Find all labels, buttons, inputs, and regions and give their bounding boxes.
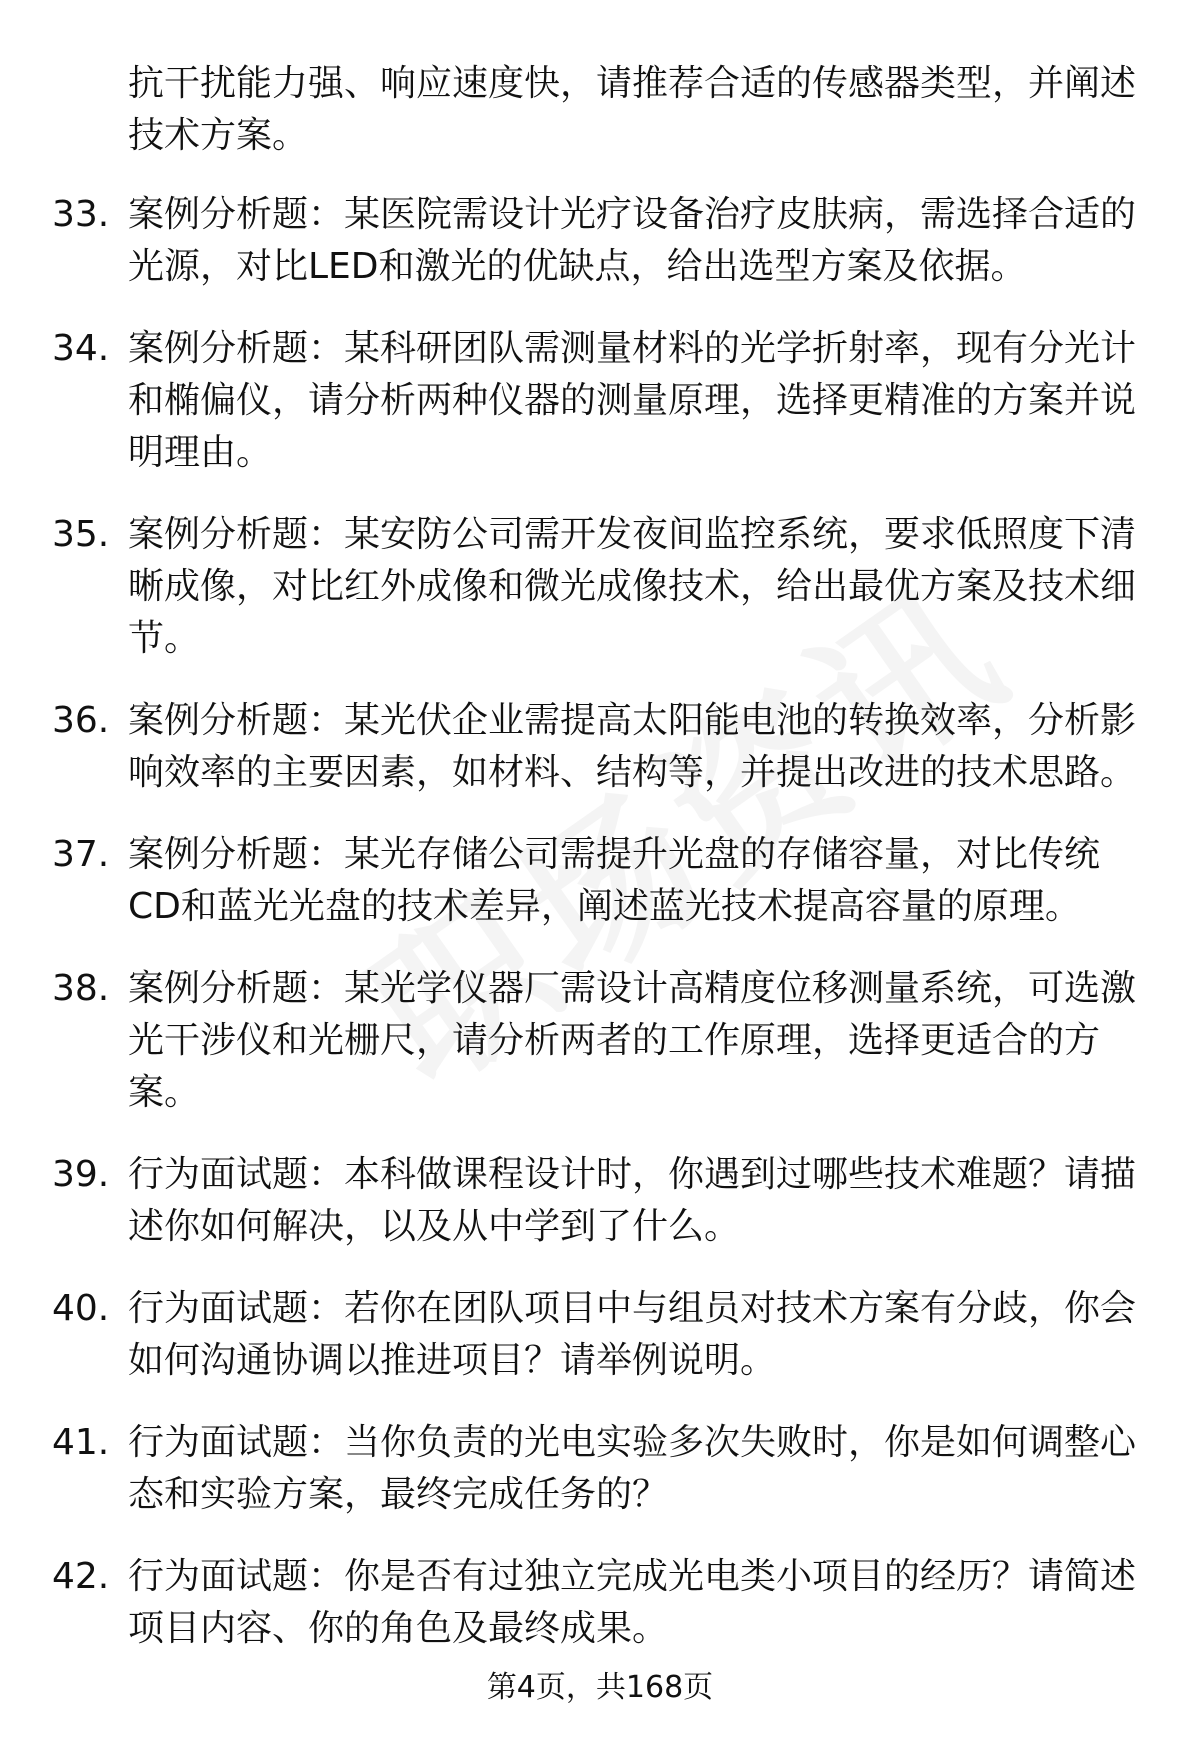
- question-item: [0, 189, 1200, 293]
- question-number: 39.: [52, 1154, 110, 1195]
- question-number: 41.: [52, 1422, 110, 1463]
- question-text: 案例分析题：某光伏企业需提高太阳能电池的转换效率，分析影响效率的主要因素，如材料、结构等，并提出改进的技术思路。: [128, 700, 1137, 793]
- question-number: 42.: [52, 1556, 110, 1597]
- question-text: 案例分析题：某科研团队需测量材料的光学折射率，现有分光计和椭偏仪，请分析两种仪器的测量原理，选择更精准的方案并说明理由。: [128, 328, 1137, 473]
- question-text: 案例分析题：某医院需设计光疗设备治疗皮肤病，需选择合适的光源，对比LED和激光的优缺点，给出选型方案及依据。: [128, 194, 1137, 287]
- question-text: 案例分析题：某光存储公司需提升光盘的存储容量，对比传统CD和蓝光光盘的技术差异，阐述蓝光技术提高容量的原理。: [128, 834, 1101, 927]
- question-item: [0, 323, 1200, 479]
- question-number: 38.: [52, 968, 110, 1009]
- question-item: [0, 1283, 1200, 1387]
- question-list: [0, 189, 1200, 1685]
- question-number: 36.: [52, 700, 110, 741]
- question-text: 行为面试题：若你在团队项目中与组员对技术方案有分歧，你会如何沟通协调以推进项目？请举例说明。: [128, 1288, 1137, 1381]
- continuation-text: 抗干扰能力强、响应速度快，请推荐合适的传感器类型，并阐述技术方案。: [128, 63, 1137, 156]
- question-number: 35.: [52, 514, 110, 555]
- question-text: 行为面试题：本科做课程设计时，你遇到过哪些技术难题？请描述你如何解决，以及从中学到了什么。: [128, 1154, 1137, 1247]
- question-item: [0, 1551, 1200, 1655]
- question-item: [0, 963, 1200, 1119]
- question-number: 34.: [52, 328, 110, 369]
- question-item: [0, 829, 1200, 933]
- question-text: 行为面试题：你是否有过独立完成光电类小项目的经历？请简述项目内容、你的角色及最终成果。: [128, 1556, 1137, 1649]
- question-item: [0, 1149, 1200, 1253]
- question-number: 37.: [52, 834, 110, 875]
- question-text: 案例分析题：某安防公司需开发夜间监控系统，要求低照度下清晰成像，对比红外成像和微光成像技术，给出最优方案及技术细节。: [128, 514, 1137, 659]
- question-text: 行为面试题：当你负责的光电实验多次失败时，你是如何调整心态和实验方案，最终完成任务的？: [128, 1422, 1137, 1515]
- question-number: 40.: [52, 1288, 110, 1329]
- question-item: [0, 695, 1200, 799]
- question-number: 33.: [52, 194, 110, 235]
- question-item: [0, 509, 1200, 665]
- question-text: 案例分析题：某光学仪器厂需设计高精度位移测量系统，可选激光干涉仪和光栅尺，请分析两者的工作原理，选择更适合的方案。: [128, 968, 1137, 1113]
- page-footer: 第4页，共168页: [486, 1670, 714, 1705]
- question-item: [0, 1417, 1200, 1521]
